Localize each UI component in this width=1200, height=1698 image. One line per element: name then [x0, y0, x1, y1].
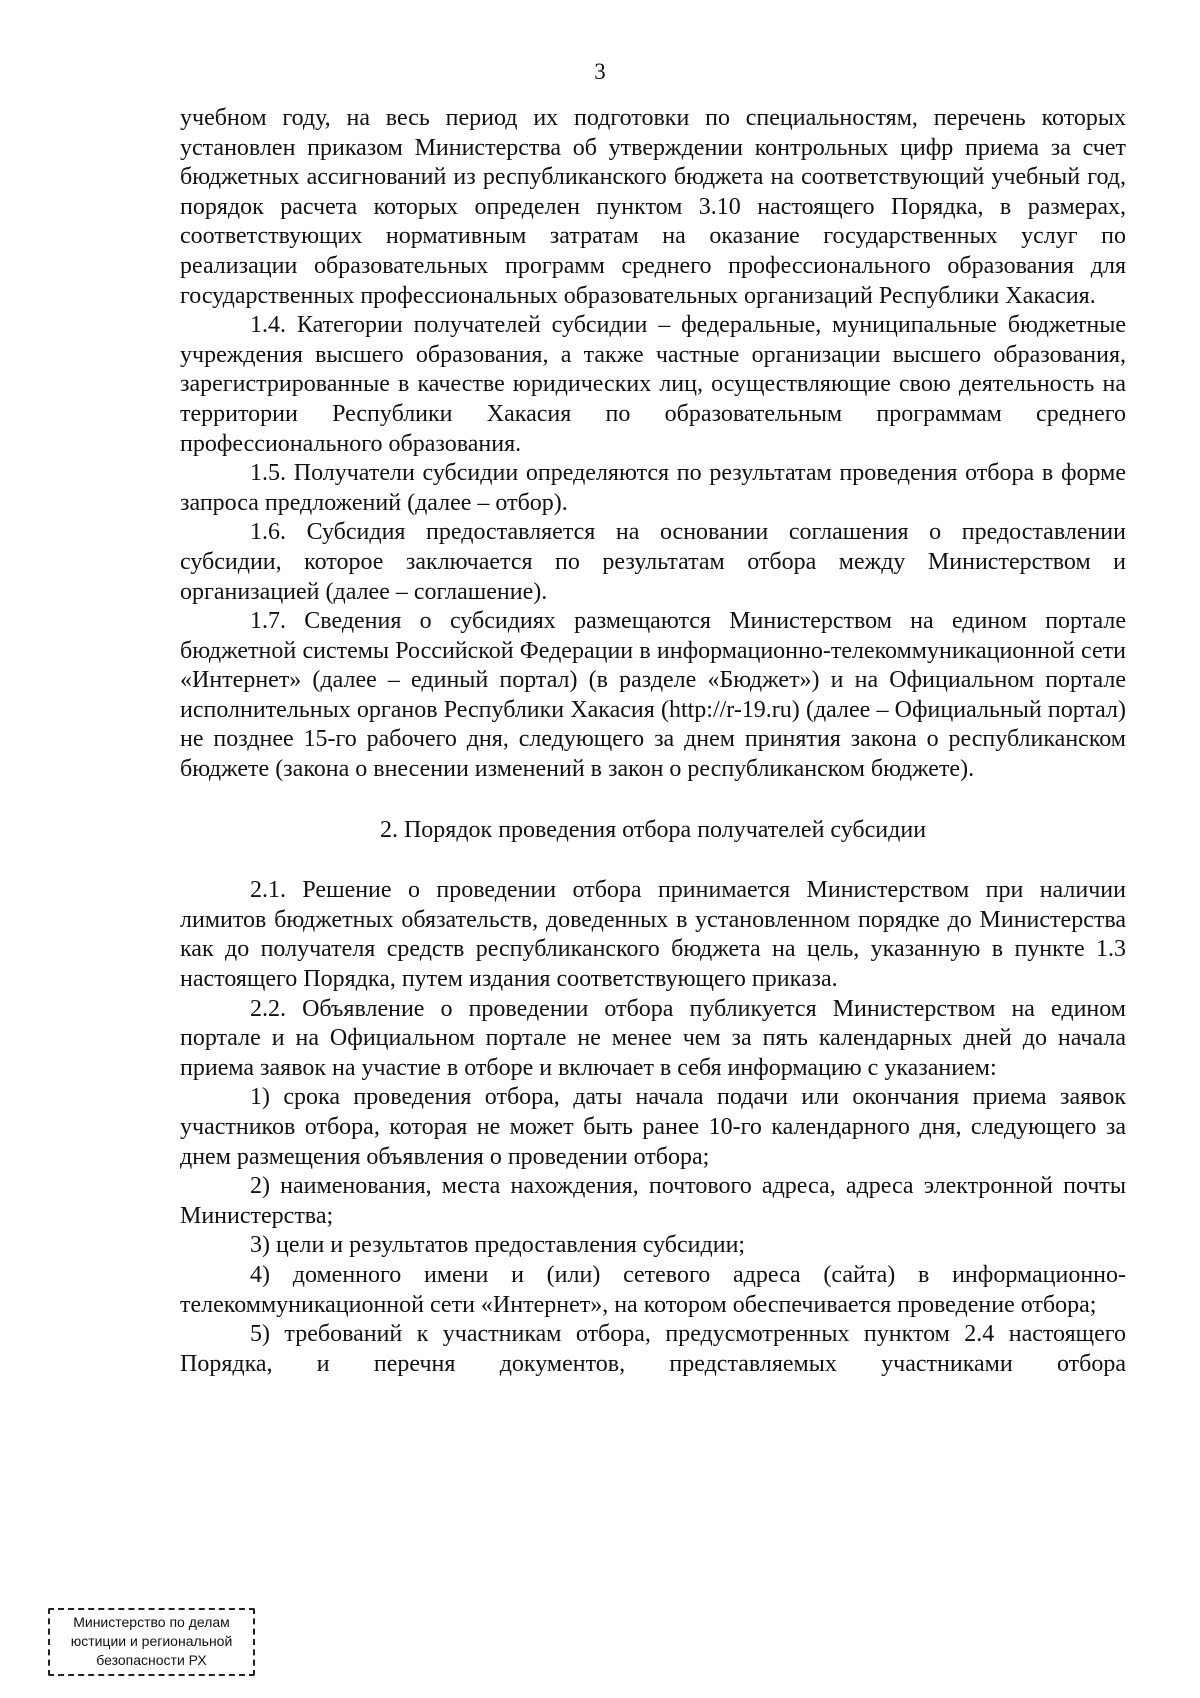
paragraph-continuation: учебном году, на весь период их подготовки по специальностям, перечень которых установлен приказом Министерства об утверждении контрольных цифр приема за счет бюджетных ассигнований из республиканского бюджета на соответствующий учебный год, порядок расчета которых определен пунктом 3.10 настоящего Порядка, в размерах, соответствующих нормативным затратам на оказание государственных услуг по реализации образовательных программ среднего профессионального образования для государственных профессиональных образовательных организаций Республики Хакасия. [180, 105, 1126, 309]
paragraph-1-6: 1.6. Субсидия предоставляется на основании соглашения о предоставлении субсидии, которое заключается по результатам отбора между Министерством и организацией (далее – соглашение). [180, 519, 1126, 605]
paragraph-2-2: 2.2. Объявление о проведении отбора публикуется Министерством на едином портале и на Официальном портале не менее чем за пять календарных дней до начала приема заявок на участие в отборе и включает в себя информацию с указанием: [180, 995, 1126, 1081]
stamp-line-2: юстиции и региональной [70, 1633, 233, 1649]
list-item-1: 1) срока проведения отбора, даты начала подачи или окончания приема заявок участников отбора, которая не может быть ранее 10-го календарного дня, следующего за днем размещения объявления о проведении отбора; [180, 1084, 1126, 1170]
stamp-line-3: безопасности РХ [96, 1652, 207, 1668]
paragraph-1-7: 1.7. Сведения о субсидиях размещаются Министерством на едином портале бюджетной системы Российской Федерации в информационно-телекоммуникационной сети «Интернет» (далее – единый портал) (в разделе «Бюджет») и на Официальном портале исполнительных органов Республики Хакасия (http://r-19.ru) (далее – Официальный портал) не позднее 15-го рабочего дня, следующего за днем принятия закона о республиканском бюджете (закона о внесении изменений в закон о республиканском бюджете). [180, 608, 1126, 783]
page-number: 3 [594, 59, 606, 84]
document-body [180, 104, 1126, 1379]
paragraph-1-4: 1.4. Категории получателей субсидии – федеральные, муниципальные бюджетные учреждения высшего образования, а также частные организации высшего образования, зарегистрированные в качестве юридических лиц, осуществляющие свою деятельность на территории Республики Хакасия по образовательным программам среднего профессионального образования. [180, 312, 1126, 457]
paragraph-1-5: 1.5. Получатели субсидии определяются по результатам проведения отбора в форме запроса предложений (далее – отбор). [180, 460, 1126, 516]
list-item-3: 3) цели и результатов предоставления субсидии; [250, 1232, 746, 1259]
list-item-4: 4) доменного имени и (или) сетевого адреса (сайта) в информационно-телекоммуникационной сети «Интернет», на котором обеспечивается проведение отбора; [180, 1261, 1126, 1318]
section-title: 2. Порядок проведения отбора получателей субсидии [379, 816, 927, 843]
list-item-2: 2) наименования, места нахождения, почтового адреса, адреса электронной почты Министерства; [180, 1173, 1126, 1229]
paragraph-2-1: 2.1. Решение о проведении отбора принимается Министерством при наличии лимитов бюджетных обязательств, доведенных в установленном порядке до Министерства как до получателя средств республиканского бюджета на цель, указанную в пункте 1.3 настоящего Порядка, путем издания соответствующего приказа. [180, 877, 1126, 993]
stamp-line-1: Министерство по делам [73, 1614, 230, 1630]
list-item-5: 5) требований к участникам отбора, предусмотренных пунктом 2.4 настоящего Порядка, и перечня документов, представляемых участниками отбора [180, 1321, 1126, 1377]
ministry-stamp [48, 1608, 255, 1676]
